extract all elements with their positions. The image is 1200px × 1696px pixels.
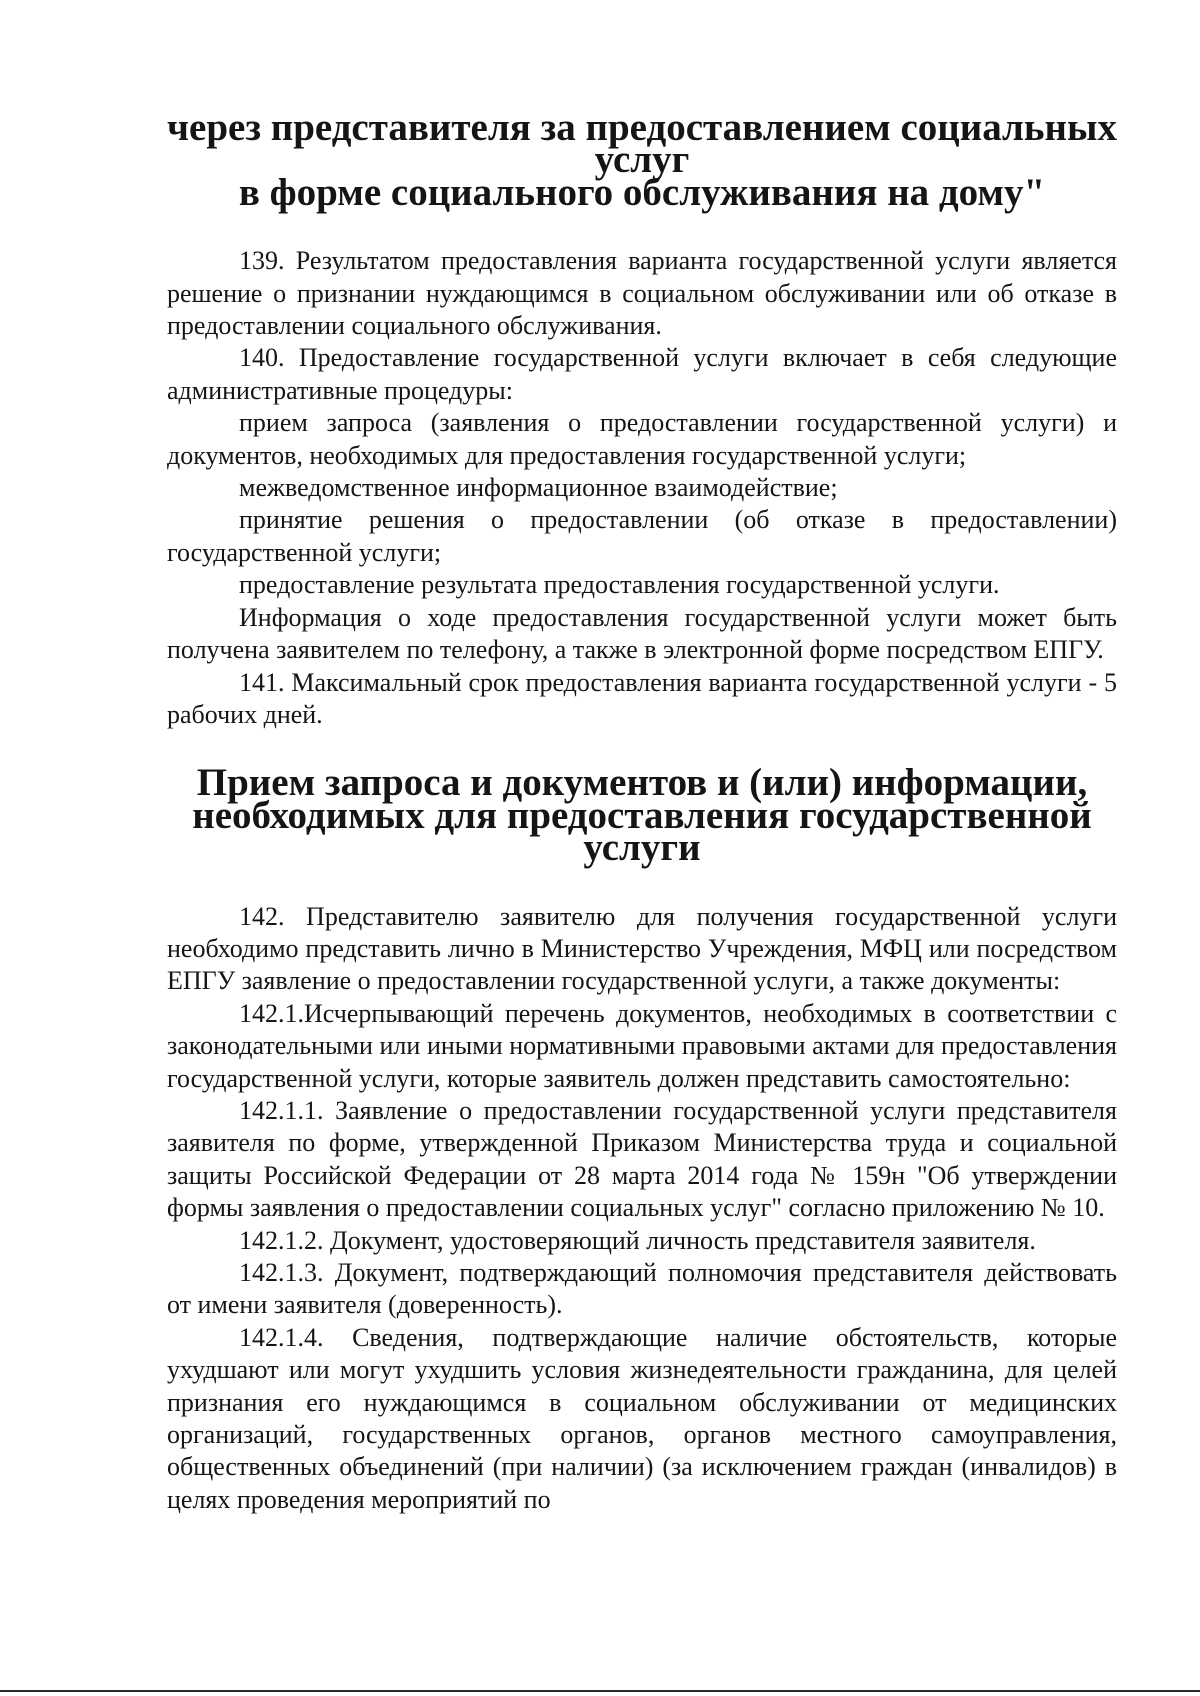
section-heading-1	[167, 106, 1117, 214]
section-heading-1-line-2: в форме социального обслуживания на дому"	[238, 170, 1046, 214]
procedure-item-result: предоставление результата предоставления государственной услуги.	[239, 570, 1000, 600]
paragraph-141: 141. Максимальный срок предоставления варианта государственной услуги - 5 рабочих дней.	[167, 667, 1117, 729]
paragraph-142: 142. Представителю заявителю для получения государственной услуги необходимо представить лично в Министерство Учреждения, МФЦ или посредством ЕПГУ заявление о предоставлении государственной услуги, а также документы:	[167, 901, 1117, 996]
procedure-item-interaction: межведомственное информационное взаимодействие;	[239, 473, 838, 503]
section-heading-2-line-2: необходимых для предоставления государственной услуги	[192, 793, 1092, 870]
procedure-item-request: прием запроса (заявления о предоставлении государственной услуги) и документов, необходимых для предоставления государственной услуги;	[167, 408, 1117, 470]
paragraph-139: 139. Результатом предоставления варианта государственной услуги является решение о признании нуждающимся в социальном обслуживании или об отказе в предоставлении социального обслуживания.	[167, 246, 1117, 341]
section-heading-2-line-1: Прием запроса и документов и (или) информации,	[196, 761, 1088, 805]
section-heading-1-line-1: через представителя за предоставлением социальных услуг	[167, 106, 1117, 182]
section-heading-2	[167, 761, 1117, 870]
paragraph-142-1-4: 142.1.4. Сведения, подтверждающие наличие обстоятельств, которые ухудшают или могут ухудшить условия жизнедеятельности гражданина, для целей признания его нуждающимся в социальном обслуживании от медицинских организаций, государственных органов, органов местного самоуправления, общественных объединений (при наличии) (за исключением граждан (инвалидов) в целях проведения мероприятий по	[167, 1322, 1117, 1514]
page-bottom-edge	[0, 1690, 1200, 1692]
paragraph-142-1-3: 142.1.3. Документ, подтверждающий полномочия представителя действовать от имени заявителя (доверенность).	[167, 1258, 1117, 1320]
paragraph-142-1-1: 142.1.1. Заявление о предоставлении государственной услуги представителя заявителя по форме, утвержденной Приказом Министерства труда и социальной защиты Российской Федерации от 28 марта 2014 года № 159н "Об утверждении формы заявления о предоставлении социальных услуг" согласно приложению № 10.	[167, 1095, 1117, 1223]
paragraph-progress-info: Информация о ходе предоставления государственной услуги может быть получена заявителем по телефону, а также в электронной форме посредством ЕПГУ.	[167, 602, 1117, 665]
document-body	[167, 106, 1117, 1516]
spacer	[167, 209, 1117, 245]
procedure-item-decision: принятие решения о предоставлении (об отказе в предоставлении) государственной услуги;	[167, 505, 1117, 567]
spacer	[167, 865, 1117, 901]
paragraph-140: 140. Предоставление государственной услуги включает в себя следующие административные процедуры:	[167, 343, 1117, 405]
paragraph-142-1: 142.1.Исчерпывающий перечень документов, необходимых в соответствии с законодательными или иными нормативными правовыми актами для предоставления государственной услуги, которые заявитель должен представить самостоятельно:	[167, 998, 1117, 1093]
paragraph-142-1-2: 142.1.2. Документ, удостоверяющий личность представителя заявителя.	[239, 1225, 1036, 1255]
